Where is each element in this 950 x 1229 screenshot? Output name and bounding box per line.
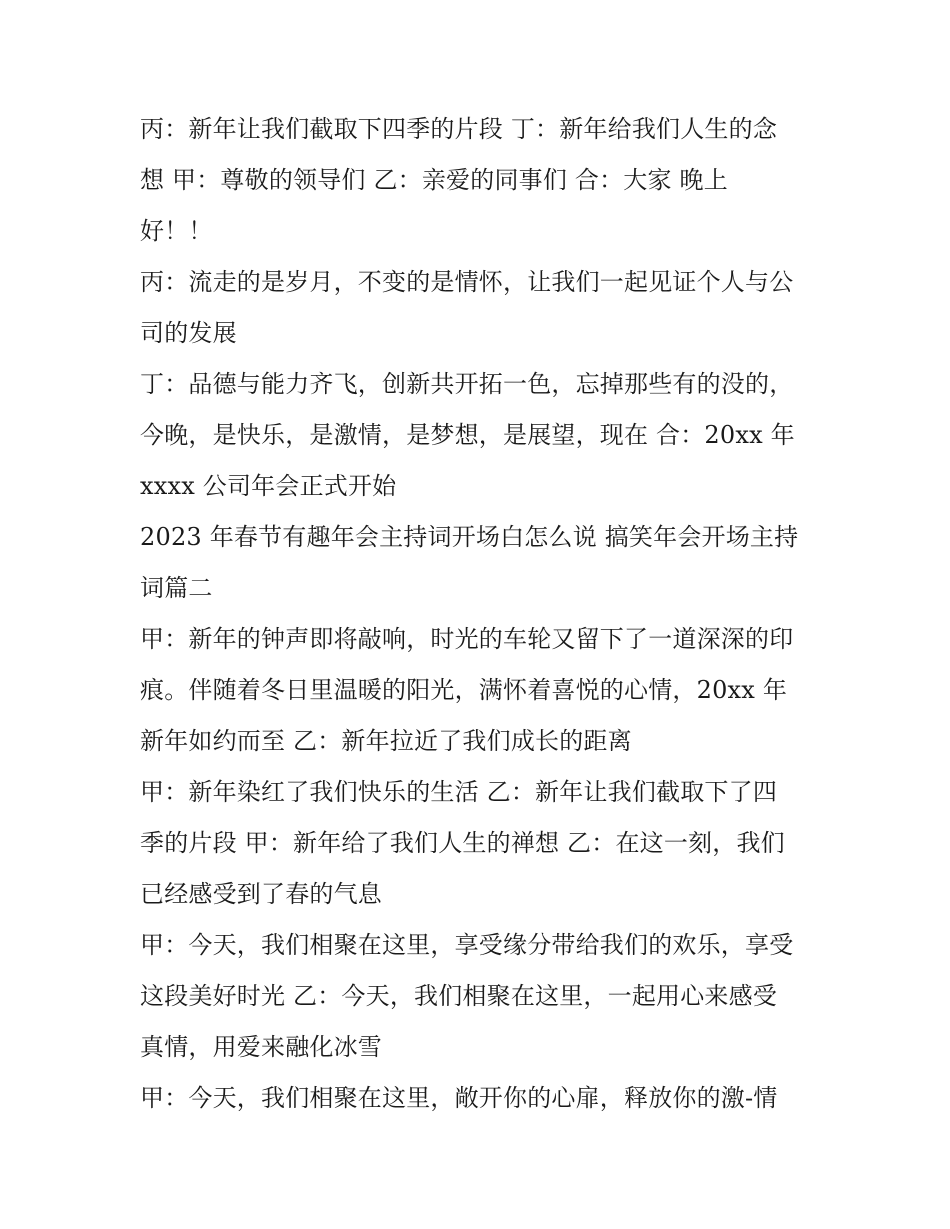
section-heading-line: 词篇二 [140,574,213,602]
text-line: 痕。伴随着冬日里温暖的阳光，满怀着喜悦的心情，20xx 年 [140,676,788,704]
text-line: 丁：品德与能力齐飞，创新共开拓一色，忘掉那些有的没的， [140,370,794,398]
text-line: 丙：流走的是岁月，不变的是情怀，让我们一起见证个人与公 [140,268,794,296]
text-line: 好！！ [140,217,213,245]
text-line: 新年如约而至 乙：新年拉近了我们成长的距离 [140,727,632,755]
document-body [140,104,820,1124]
text-line: 想 甲：尊敬的领导们 乙：亲爱的同事们 合：大家 晚上 [140,166,728,194]
text-line: 司的发展 [140,319,237,347]
text-line: 甲：今天，我们相聚在这里，享受缘分带给我们的欢乐，享受 [140,931,794,959]
text-line: 甲：新年的钟声即将敲响，时光的车轮又留下了一道深深的印 [140,625,794,653]
text-line: 丙：新年让我们截取下四季的片段 丁：新年给我们人生的念 [140,115,778,143]
text-line: 今晚，是快乐，是激情，是梦想，是展望，现在 合：20xx 年 [140,421,795,449]
text-line: 真情，用爱来融化冰雪 [140,1033,382,1061]
text-line: xxxx 公司年会正式开始 [140,472,397,500]
text-line: 这段美好时光 乙：今天，我们相聚在这里，一起用心来感受 [140,982,778,1010]
text-line: 已经感受到了春的气息 [140,880,382,908]
text-line: 甲：新年染红了我们快乐的生活 乙：新年让我们截取下了四 [140,778,778,806]
section-heading-line: 2023 年春节有趣年会主持词开场白怎么说 搞笑年会开场主持 [140,523,799,551]
text-line: 甲：今天，我们相聚在这里，敞开你的心扉，释放你的激-情 [140,1084,778,1112]
text-line: 季的片段 甲：新年给了我们人生的禅想 乙：在这一刻，我们 [140,829,785,857]
